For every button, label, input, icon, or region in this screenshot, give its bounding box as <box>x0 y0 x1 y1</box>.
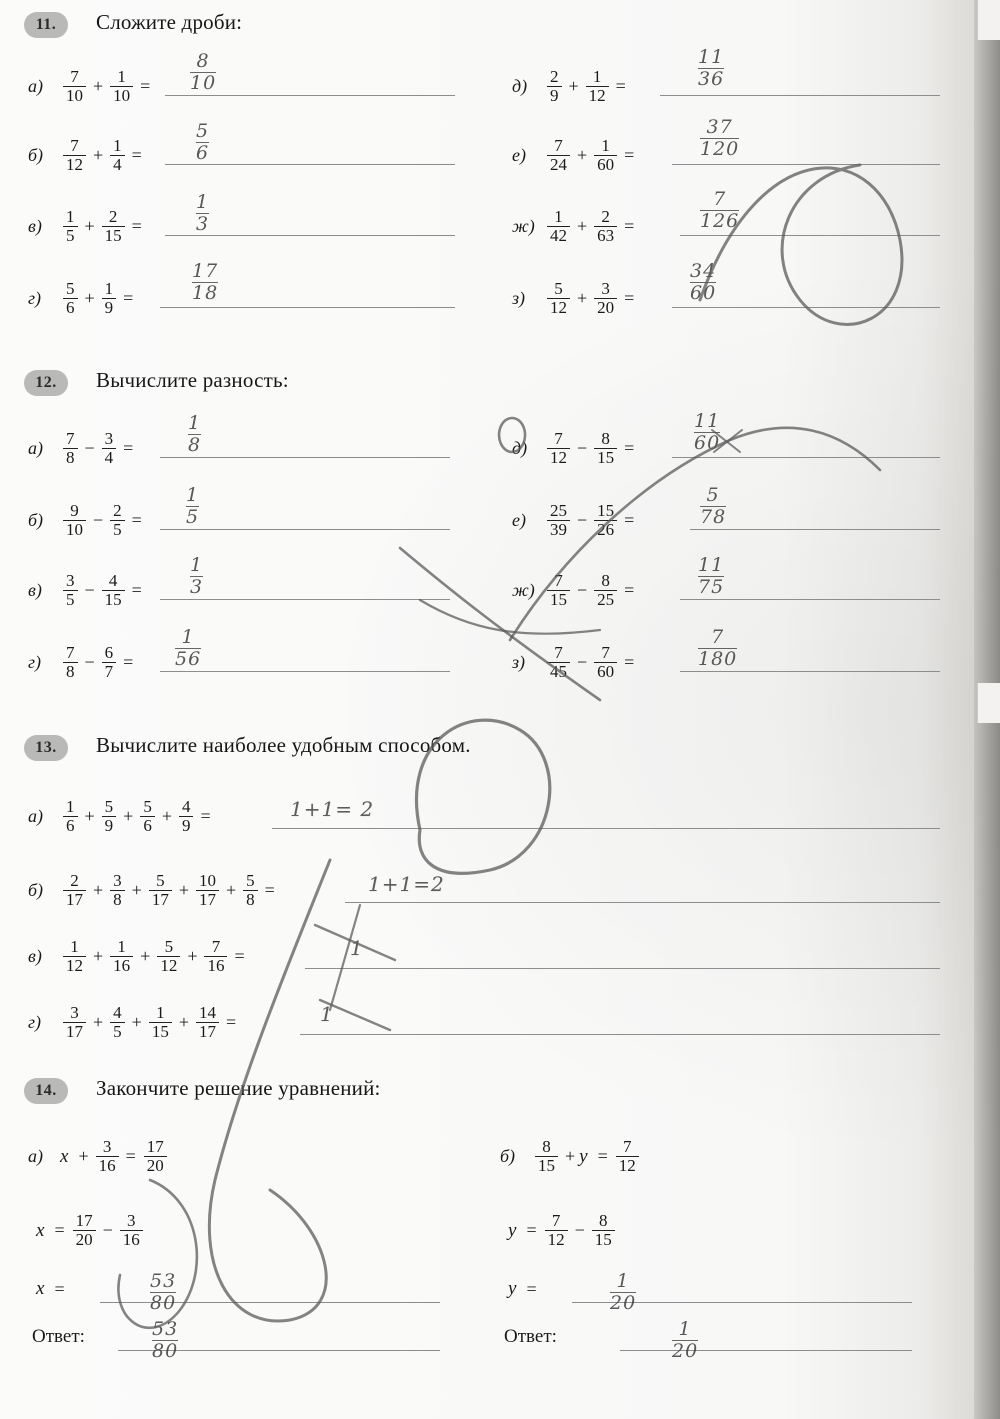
equals-sign: = <box>234 946 245 967</box>
fraction: $\frac{7}{10}$ <box>63 68 86 106</box>
answer-line-11v[interactable] <box>165 235 455 236</box>
fraction: $\frac{1}{9}$ <box>102 280 117 318</box>
equation-14a-line3 <box>36 1278 70 1300</box>
answer-line-11e[interactable] <box>672 164 940 165</box>
answer-line-11b[interactable] <box>165 164 455 165</box>
fraction: $\frac{3}{8}$ <box>110 872 125 910</box>
answer-line-12e[interactable] <box>690 529 940 530</box>
operator: + <box>93 76 104 97</box>
fraction: $\frac{4}{15}$ <box>102 572 125 610</box>
operator: − <box>84 652 95 673</box>
item-label: з) <box>512 652 526 673</box>
operator: + <box>93 1012 104 1033</box>
fraction: $\frac{5}{17}$ <box>149 872 172 910</box>
operator: + <box>577 216 588 237</box>
answer-line-12a[interactable] <box>160 457 450 458</box>
fraction: $\frac{7}{60}$ <box>594 644 617 682</box>
problem-12g <box>28 644 138 682</box>
exercise-number: 11. <box>24 12 68 38</box>
fraction: $\frac{5}{12}$ <box>547 280 570 318</box>
exercise-14 <box>0 1078 960 1118</box>
item-label: а) <box>28 76 43 97</box>
operator: + <box>187 946 198 967</box>
fraction: $\frac{7}{45}$ <box>547 644 570 682</box>
operator: − <box>577 580 588 601</box>
fraction: $\frac{7}{8}$ <box>63 430 78 468</box>
equals-sign: = <box>123 652 134 673</box>
handwritten-answer-11e: $\frac{37}{120}$ <box>700 116 740 160</box>
handwritten-answer-12b: $\frac{1}{5}$ <box>186 484 200 528</box>
equals-sign: = <box>131 510 142 531</box>
handwritten-answer-12zh: $\frac{11}{75}$ <box>698 554 725 598</box>
operator: + <box>93 946 104 967</box>
fraction: $\frac{17}{20}$ <box>73 1212 96 1250</box>
fraction: $\frac{2}{15}$ <box>102 208 125 246</box>
answer-line-12d[interactable] <box>672 457 940 458</box>
handwritten-answer-12a: $\frac{1}{8}$ <box>188 412 202 456</box>
item-label: е) <box>512 145 526 166</box>
handwritten-answer-13b: 1+1=2 <box>368 872 445 896</box>
handwritten-answer-12g: $\frac{1}{56}$ <box>175 626 202 670</box>
operator: + <box>84 216 95 237</box>
variable-y: y <box>508 1278 517 1299</box>
equals-sign: = <box>54 1278 65 1299</box>
equals-sign: = <box>125 1146 136 1167</box>
answer-line-12g[interactable] <box>160 671 450 672</box>
fraction: $\frac{5}{12}$ <box>157 938 180 976</box>
item-label: б) <box>28 880 44 901</box>
operator: + <box>93 145 104 166</box>
fraction: $\frac{1}{4}$ <box>110 137 125 175</box>
answer-line-11zh[interactable] <box>680 235 940 236</box>
item-label: б) <box>500 1146 516 1167</box>
operator: + <box>178 1012 189 1033</box>
problem-13b <box>28 872 280 910</box>
item-label: г) <box>28 288 42 309</box>
problem-12z <box>512 644 639 682</box>
answer-line-11g[interactable] <box>160 307 455 308</box>
answer-line-13v[interactable] <box>305 968 940 969</box>
answer-line-11d[interactable] <box>660 95 940 96</box>
handwritten-answer-14b-y: $\frac{1}{20}$ <box>610 1270 637 1314</box>
equals-sign: = <box>526 1278 537 1299</box>
operator: + <box>93 880 104 901</box>
equation-14b-line2 <box>508 1212 618 1250</box>
handwritten-answer-11zh: $\frac{7}{126}$ <box>700 188 740 232</box>
fraction: $\frac{8}{15}$ <box>535 1138 558 1176</box>
problem-12v <box>28 572 147 610</box>
exercise-13 <box>0 735 960 775</box>
exercise-title: Сложите дроби: <box>96 10 243 34</box>
item-label: б) <box>28 510 44 531</box>
item-label: д) <box>512 76 528 97</box>
fraction: $\frac{8}{15}$ <box>592 1212 615 1250</box>
fraction: $\frac{3}{4}$ <box>102 430 117 468</box>
fraction: $\frac{1}{5}$ <box>63 208 78 246</box>
item-label: б) <box>28 145 44 166</box>
equals-sign: = <box>624 145 635 166</box>
handwritten-final-answer-14b: $\frac{1}{20}$ <box>672 1318 699 1362</box>
fraction: $\frac{4}{9}$ <box>179 798 194 836</box>
fraction: $\frac{5}{8}$ <box>243 872 258 910</box>
equals-sign: = <box>264 880 275 901</box>
equals-sign: = <box>131 580 142 601</box>
fraction: $\frac{1}{10}$ <box>110 68 133 106</box>
handwritten-answer-12v: $\frac{1}{3}$ <box>190 554 204 598</box>
equals-sign: = <box>624 288 635 309</box>
fraction: $\frac{1}{12}$ <box>586 68 609 106</box>
exercise-number: 14. <box>24 1078 68 1104</box>
equals-sign: = <box>54 1220 65 1241</box>
equals-sign: = <box>200 806 211 827</box>
problem-12a <box>28 430 138 468</box>
problem-11d <box>512 68 631 106</box>
fraction: $\frac{6}{7}$ <box>102 644 117 682</box>
fraction: $\frac{7}{12}$ <box>63 137 86 175</box>
operator: + <box>577 288 588 309</box>
item-label: в) <box>28 216 42 237</box>
operator: + <box>78 1146 89 1167</box>
answer-line-12zh[interactable] <box>680 599 940 600</box>
fraction: $\frac{2}{9}$ <box>547 68 562 106</box>
equation-14b <box>500 1138 642 1176</box>
problem-12e <box>512 502 639 540</box>
answer-line-12z[interactable] <box>680 671 940 672</box>
equals-sign: = <box>225 1012 237 1033</box>
fraction: $\frac{2}{17}$ <box>63 872 86 910</box>
fraction: $\frac{3}{20}$ <box>594 280 617 318</box>
fraction: $\frac{1}{15}$ <box>149 1004 172 1042</box>
fraction: $\frac{8}{25}$ <box>594 572 617 610</box>
operator: + <box>178 880 189 901</box>
item-label: ж) <box>512 216 535 237</box>
problem-11a <box>28 68 155 106</box>
equation-14b-line3 <box>508 1278 542 1300</box>
answer-line-12v[interactable] <box>160 599 450 600</box>
fraction: $\frac{1}{6}$ <box>63 798 78 836</box>
fraction: $\frac{7}{12}$ <box>545 1212 568 1250</box>
operator: + <box>131 1012 142 1033</box>
item-label: в) <box>28 580 42 601</box>
exercise-11 <box>0 12 960 52</box>
handwritten-answer-13a: 1+1= 2 <box>290 797 375 821</box>
equals-sign: = <box>123 438 134 459</box>
variable-x: x <box>60 1145 69 1167</box>
equals-sign: = <box>615 76 626 97</box>
operator: + <box>565 1146 576 1167</box>
problem-13a <box>28 798 216 836</box>
equals-sign: = <box>624 652 635 673</box>
answer-line-14b[interactable] <box>620 1350 912 1351</box>
fraction: $\frac{4}{5}$ <box>110 1004 125 1042</box>
answer-line-13g[interactable] <box>300 1034 940 1035</box>
problem-11b <box>28 137 147 175</box>
exercise-number: 12. <box>24 370 68 396</box>
operator: − <box>577 652 588 673</box>
operator: − <box>102 1220 113 1241</box>
handwritten-answer-12e: $\frac{5}{78}$ <box>700 484 727 528</box>
equation-14b-line1 <box>500 1138 642 1176</box>
spine-notch-middle <box>977 683 1000 723</box>
fraction: $\frac{14}{17}$ <box>196 1004 219 1042</box>
equals-sign: = <box>624 438 635 459</box>
variable-y: y <box>579 1145 588 1167</box>
equals-sign: = <box>624 216 635 237</box>
item-label: в) <box>28 946 42 967</box>
fraction: $\frac{3}{16}$ <box>120 1212 143 1250</box>
exercise-title: Закончите решение уравнений: <box>96 1076 381 1100</box>
item-label: а) <box>28 1146 43 1167</box>
handwritten-answer-11z: $\frac{34}{60}$ <box>690 260 717 304</box>
fraction: $\frac{10}{17}$ <box>196 872 219 910</box>
handwritten-answer-14a-x: $\frac{53}{80}$ <box>150 1270 177 1314</box>
handwritten-answer-11b: $\frac{5}{6}$ <box>196 120 210 164</box>
item-label: д) <box>512 438 528 459</box>
fraction: $\frac{3}{5}$ <box>63 572 78 610</box>
problem-12zh <box>512 572 639 610</box>
fraction: $\frac{3}{17}$ <box>63 1004 86 1042</box>
fraction: $\frac{5}{6}$ <box>140 798 155 836</box>
problem-11g <box>28 280 138 318</box>
fraction: $\frac{25}{39}$ <box>547 502 570 540</box>
fraction: $\frac{7}{12}$ <box>547 430 570 468</box>
operator: + <box>131 880 142 901</box>
fraction: $\frac{7}{15}$ <box>547 572 570 610</box>
operator: − <box>577 510 588 531</box>
handwritten-answer-11v: $\frac{1}{3}$ <box>196 191 210 235</box>
equals-sign: = <box>624 580 635 601</box>
operator: − <box>93 510 104 531</box>
fraction: $\frac{1}{60}$ <box>594 137 617 175</box>
item-label: ж) <box>512 580 535 601</box>
fraction: $\frac{3}{16}$ <box>96 1138 119 1176</box>
item-label: е) <box>512 510 526 531</box>
answer-line-13a[interactable] <box>272 828 940 829</box>
problem-11e <box>512 137 639 175</box>
item-label: з) <box>512 288 526 309</box>
fraction: $\frac{5}{6}$ <box>63 280 78 318</box>
handwritten-answer-11d: $\frac{11}{36}$ <box>698 46 725 90</box>
item-label: а) <box>28 806 43 827</box>
item-label: г) <box>28 652 42 673</box>
fraction: $\frac{17}{20}$ <box>144 1138 167 1176</box>
problem-11v <box>28 208 147 246</box>
handwritten-answer-11g: $\frac{17}{18}$ <box>192 260 219 304</box>
fraction: $\frac{2}{63}$ <box>594 208 617 246</box>
equals-sign: = <box>624 510 635 531</box>
fraction: $\frac{7}{8}$ <box>63 644 78 682</box>
handwritten-answer-12z: $\frac{7}{180}$ <box>698 626 738 670</box>
operator: + <box>84 288 95 309</box>
equals-sign: = <box>131 145 142 166</box>
fraction: $\frac{2}{5}$ <box>110 502 125 540</box>
operator: − <box>577 438 588 459</box>
answer-line-11a[interactable] <box>165 95 455 96</box>
answer-label-14a: Ответ: <box>32 1326 85 1347</box>
spine-notch-top <box>977 0 1000 40</box>
fraction: $\frac{7}{12}$ <box>616 1138 639 1176</box>
handwritten-answer-11a: $\frac{8}{10}$ <box>190 50 217 94</box>
exercise-number: 13. <box>24 735 68 761</box>
handwritten-final-answer-14a: $\frac{53}{80}$ <box>152 1318 179 1362</box>
problem-13g <box>28 1004 241 1042</box>
item-label: г) <box>28 1012 42 1033</box>
operator: + <box>123 806 134 827</box>
fraction: $\frac{8}{15}$ <box>594 430 617 468</box>
exercise-title: Вычислите наиболее удобным способом. <box>96 733 471 757</box>
problem-11zh <box>512 208 639 246</box>
fraction: $\frac{15}{26}$ <box>594 502 617 540</box>
equation-14a <box>28 1138 170 1176</box>
handwritten-answer-13g: 1 <box>320 1002 334 1026</box>
handwritten-answer-13v: 1 <box>350 936 364 960</box>
equation-14a-line1 <box>28 1138 170 1176</box>
fraction: $\frac{1}{16}$ <box>110 938 133 976</box>
exercise-12 <box>0 370 960 410</box>
answer-label-14b: Ответ: <box>504 1326 557 1347</box>
item-label: а) <box>28 438 43 459</box>
variable-y: y <box>508 1219 517 1241</box>
answer-line-12b[interactable] <box>160 529 450 530</box>
equals-sign: = <box>526 1220 537 1241</box>
handwritten-answer-12d: $\frac{11}{60}$ <box>694 410 721 454</box>
answer-line-13b[interactable] <box>345 902 940 903</box>
problem-11z <box>512 280 639 318</box>
operator: − <box>574 1220 585 1241</box>
fraction: $\frac{7}{16}$ <box>204 938 227 976</box>
equals-sign: = <box>123 288 134 309</box>
variable-x: x <box>36 1278 45 1299</box>
operator: + <box>84 806 95 827</box>
fraction: $\frac{5}{9}$ <box>102 798 117 836</box>
equals-sign: = <box>597 1146 608 1167</box>
operator: + <box>568 76 579 97</box>
problem-12d <box>512 430 639 468</box>
operator: + <box>577 145 588 166</box>
operator: − <box>84 438 95 459</box>
operator: + <box>161 806 172 827</box>
exercise-title: Вычислите разность: <box>96 368 289 392</box>
equals-sign: = <box>131 216 142 237</box>
operator: − <box>84 580 95 601</box>
problem-13v <box>28 938 250 976</box>
fraction: $\frac{1}{42}$ <box>547 208 570 246</box>
operator: + <box>225 880 237 901</box>
problem-12b <box>28 502 147 540</box>
answer-line-11z[interactable] <box>672 307 940 308</box>
fraction: $\frac{1}{12}$ <box>63 938 86 976</box>
operator: + <box>140 946 151 967</box>
equation-14a-line2 <box>36 1212 146 1250</box>
equals-sign: = <box>140 76 151 97</box>
fraction: $\frac{7}{24}$ <box>547 137 570 175</box>
variable-x: x <box>36 1219 45 1241</box>
fraction: $\frac{9}{10}$ <box>63 502 86 540</box>
